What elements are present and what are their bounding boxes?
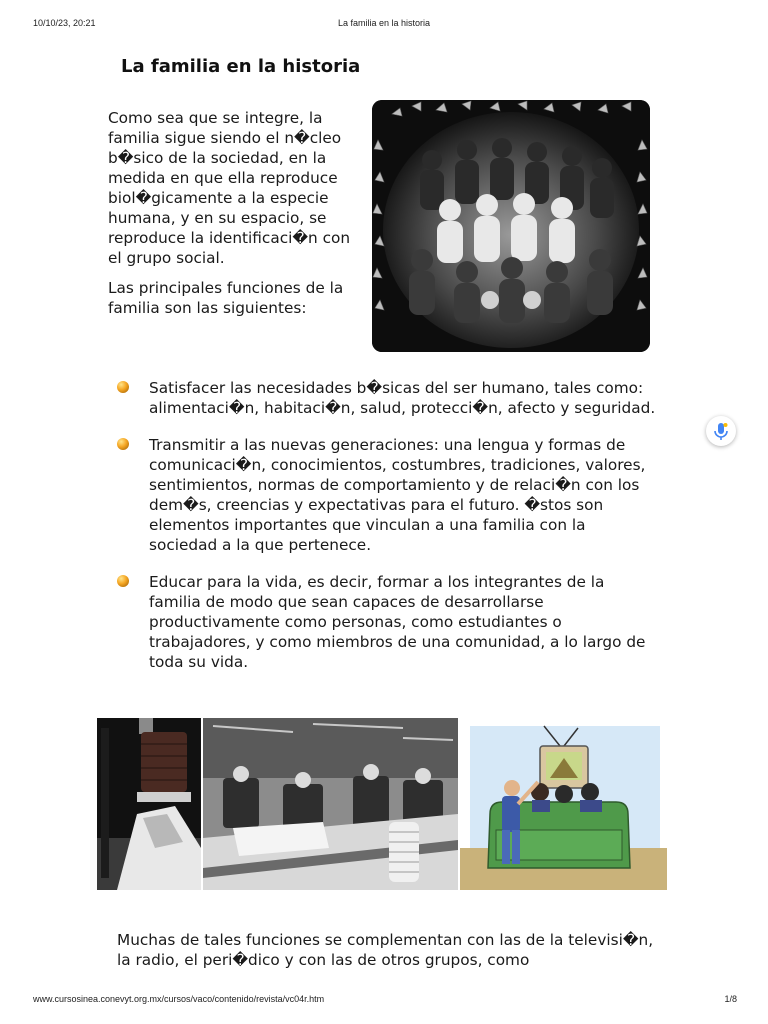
list-item xyxy=(116,435,656,555)
list-item-text: Transmitir a las nuevas generaciones: una lengua y formas de comunicaci�n, conocimientos, costumbres, tradiciones, valores, sentimientos, normas de comportamiento y de relaci�n con los dem�s, creencias y expectativas para el futuro. �stos son elementos importantes que vinculan a una familia con la sociedad a la que pertenece. xyxy=(149,436,646,554)
orange-sphere-bullet-icon xyxy=(117,438,129,450)
closing-paragraph: Muchas de tales funciones se complementan con las de la televisi�n, la radio, el peri�dico y con las de otros grupos, como xyxy=(117,931,654,969)
intro-text xyxy=(108,108,363,328)
print-page-title: La familia en la historia xyxy=(337,18,431,28)
tv-family-drawing xyxy=(460,718,667,890)
family-watching-tv-illustration xyxy=(460,718,667,890)
microphone-icon xyxy=(706,416,736,446)
list-item-text: Educar para la vida, es decir, formar a los integrantes de la familia de modo que sean capaces de desarrollarse productivamente como personas, como estudiantes o trabajadores, y como miembros de una comunidad, a lo largo de toda su vida. xyxy=(149,573,646,671)
family-functions-list xyxy=(116,378,656,689)
orange-sphere-bullet-icon xyxy=(117,381,129,393)
intro-paragraph-1: Como sea que se integre, la familia sigue siendo el n�cleo b�sico de la sociedad, en la medida en que ella reproduce biol�gicamente a la especie humana, y en su espacio, se reproduce la identificaci�n con el grupo social. xyxy=(108,109,351,267)
family-collage-illustration xyxy=(372,100,650,352)
print-url: www.cursosinea.conevyt.org.mx/cursos/vaco/contenido/revista/vc04r.htm xyxy=(33,994,325,1004)
textile-factory-photo xyxy=(203,718,458,890)
satellite-photo xyxy=(97,718,201,890)
orange-sphere-bullet-icon xyxy=(117,575,129,587)
factory-illustration xyxy=(203,718,458,890)
voice-input-button[interactable] xyxy=(706,416,736,446)
print-page-number: 1/8 xyxy=(724,994,737,1004)
intro-paragraph-2: Las principales funciones de la familia son las siguientes: xyxy=(108,279,344,317)
satellite-illustration xyxy=(97,718,201,890)
list-item-text: Satisfacer las necesidades b�sicas del ser humano, tales como: alimentaci�n, habitaci�n, salud, protecci�n, afecto y seguridad. xyxy=(149,379,656,417)
print-datetime: 10/10/23, 20:21 xyxy=(33,18,96,28)
list-item xyxy=(116,378,656,418)
page-title: La familia en la historia xyxy=(121,56,361,77)
list-item xyxy=(116,572,656,672)
family-collage-photo xyxy=(372,100,650,352)
